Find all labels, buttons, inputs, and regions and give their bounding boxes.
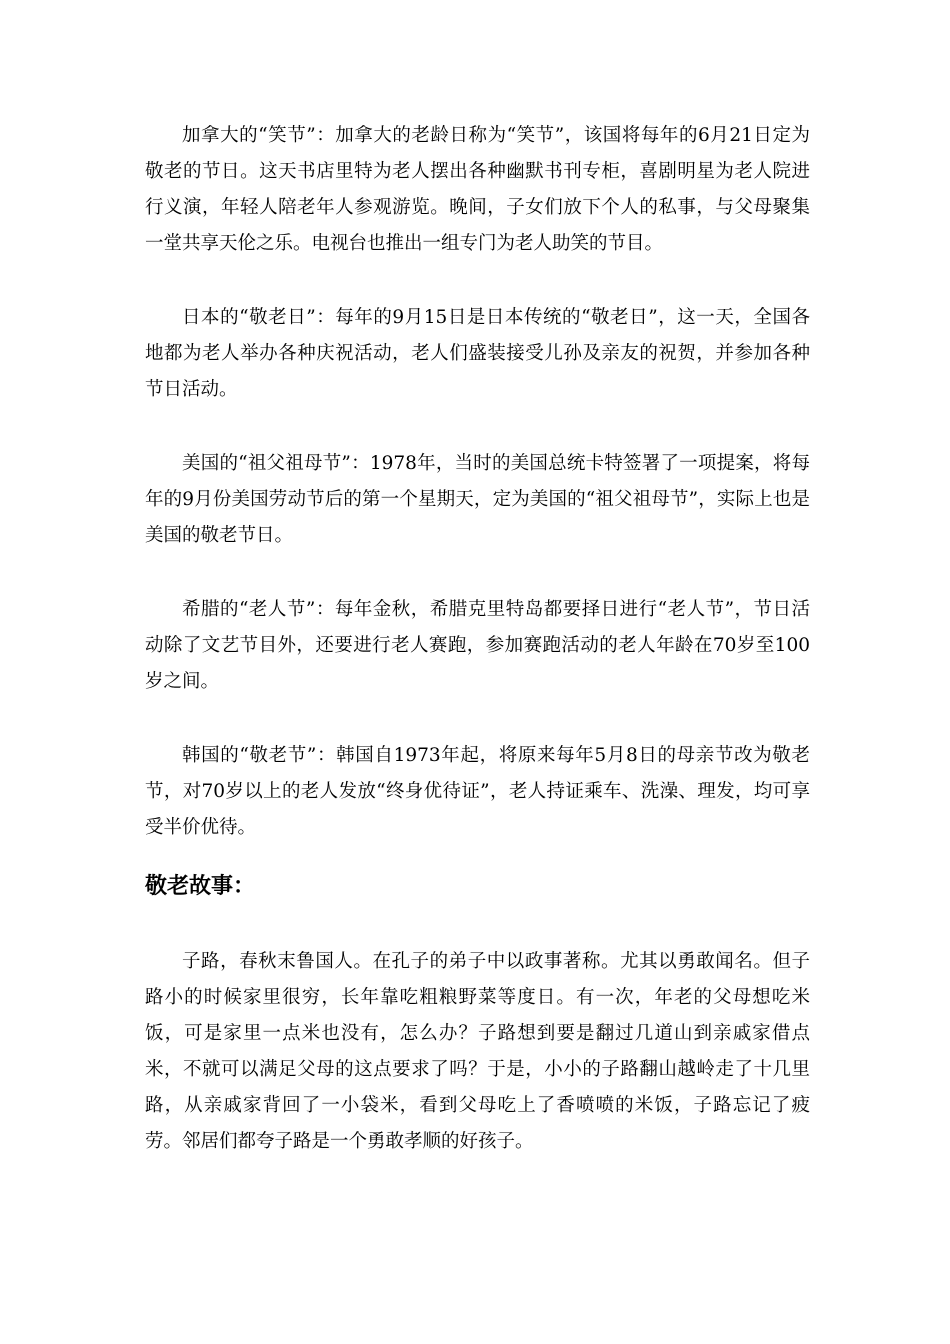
paragraph-greece-elderly-festival: 希腊的“老人节”：每年金秋，希腊克里特岛都要择日进行“老人节”，节日活动除了文艺节目外，还要进行老人赛跑，参加赛跑活动的老人年龄在70岁至100岁之间。 xyxy=(145,599,810,692)
paragraph-zilu-story: 子路，春秋末鲁国人。在孔子的弟子中以政事著称。尤其以勇敢闻名。但子路小的时候家里很穷，长年靠吃粗粮野菜等度日。有一次，年老的父母想吃米饭，可是家里一点米也没有，怎么办？子路想到要是翻过几道山到亲戚家借点米，不就可以满足父母的这点要求了吗？于是，小小的子路翻山越岭走了十几里路，从亲戚家背回了一小袋米，看到父母吃上了香喷喷的米饭，子路忘记了疲劳。邻居们都夸子路是一个勇敢孝顺的好孩子。 xyxy=(145,951,810,1152)
paragraph-japan-respect-aged-day: 日本的“敬老日”：每年的9月15日是日本传统的“敬老日”，这一天，全国各地都为老人举办各种庆祝活动，老人们盛装接受儿孙及亲友的祝贺，并参加各种节日活动。 xyxy=(145,307,810,400)
section-heading: 敬老故事： xyxy=(145,873,256,899)
paragraph-canada-laugh-festival: 加拿大的“笑节”：加拿大的老龄日称为“笑节”，该国将每年的6月21日定为敬老的节日。这天书店里特为老人摆出各种幽默书刊专柜，喜剧明星为老人院进行义演，年轻人陪老年人参观游览。晚间，子女们放下个人的私事，与父母聚集一堂共享天伦之乐。电视台也推出一组专门为老人助笑的节目。 xyxy=(145,125,810,254)
paragraph-korea-respect-aged-festival: 韩国的“敬老节”：韩国自1973年起，将原来每年5月8日的母亲节改为敬老节，对70岁以上的老人发放“终身优待证”，老人持证乘车、洗澡、理发，均可享受半价优待。 xyxy=(145,745,810,838)
paragraph-usa-grandparents-day: 美国的“祖父祖母节”：1978年，当时的美国总统卡特签署了一项提案，将每年的9月份美国劳动节后的第一个星期天，定为美国的“祖父祖母节”，实际上也是美国的敬老节日。 xyxy=(145,453,810,546)
